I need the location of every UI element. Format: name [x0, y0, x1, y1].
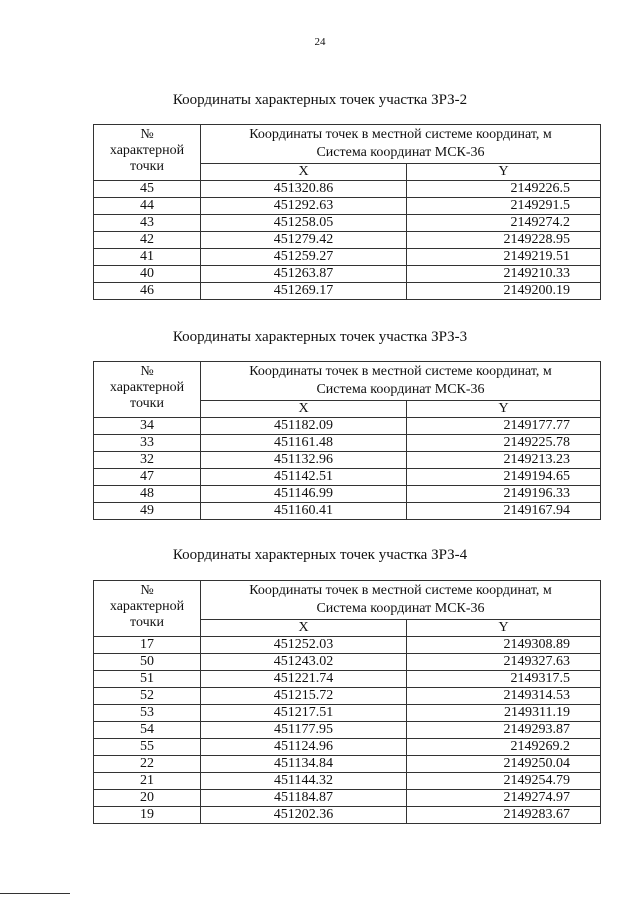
x-coordinate-cell: 451252.03 — [201, 637, 407, 654]
y-coordinate-cell: 2149254.79 — [407, 773, 601, 790]
y-column-header: Y — [407, 164, 601, 181]
y-coordinate-cell: 2149274.97 — [407, 790, 601, 807]
x-coordinate-cell: 451142.51 — [201, 469, 407, 486]
point-number-cell: 48 — [94, 486, 201, 503]
coordinate-system-header-line1: Координаты точек в местной системе координат, м — [249, 583, 552, 598]
coords-table-zrz-2 — [93, 124, 601, 300]
table-body — [94, 637, 601, 824]
x-column-header: X — [201, 401, 407, 418]
y-coordinate-cell: 2149213.23 — [407, 452, 601, 469]
table-row — [94, 486, 601, 503]
x-coordinate-cell: 451259.27 — [201, 249, 407, 266]
x-coordinate-cell: 451184.87 — [201, 790, 407, 807]
y-coordinate-cell: 2149250.04 — [407, 756, 601, 773]
coordinate-system-header-line1: Координаты точек в местной системе координат, м — [249, 364, 552, 379]
table-row — [94, 469, 601, 486]
x-coordinate-cell: 451177.95 — [201, 722, 407, 739]
table-row — [94, 773, 601, 790]
y-coordinate-cell: 2149283.67 — [407, 807, 601, 824]
y-coordinate-cell: 2149194.65 — [407, 469, 601, 486]
coordinate-system-header-line2: Система координат МСК-36 — [316, 382, 485, 397]
x-coordinate-cell: 451215.72 — [201, 688, 407, 705]
x-coordinate-cell: 451258.05 — [201, 215, 407, 232]
x-coordinate-cell: 451161.48 — [201, 435, 407, 452]
y-column-header: Y — [407, 401, 601, 418]
coords-table-zrz-3 — [93, 361, 601, 520]
table-row — [94, 688, 601, 705]
table-row — [94, 637, 601, 654]
table-row — [94, 756, 601, 773]
y-coordinate-cell: 2149219.51 — [407, 249, 601, 266]
point-number-header — [94, 362, 201, 418]
y-coordinate-cell: 2149308.89 — [407, 637, 601, 654]
table-row — [94, 249, 601, 266]
point-number-header — [94, 125, 201, 181]
table-row — [94, 418, 601, 435]
point-number-cell: 51 — [94, 671, 201, 688]
point-number-header-line1: № — [140, 364, 154, 379]
table-caption-zrz-3: Координаты характерных точек участка ЗРЗ-3 — [172, 329, 468, 345]
x-coordinate-cell: 451160.41 — [201, 503, 407, 520]
coordinate-system-header-line2: Система координат МСК-36 — [316, 601, 485, 616]
x-coordinate-cell: 451221.74 — [201, 671, 407, 688]
table-caption-zrz-4: Координаты характерных точек участка ЗРЗ-4 — [172, 547, 468, 563]
x-coordinate-cell: 451217.51 — [201, 705, 407, 722]
y-coordinate-cell: 2149311.19 — [407, 705, 601, 722]
point-number-cell: 49 — [94, 503, 201, 520]
x-column-header: X — [201, 164, 407, 181]
point-number-cell: 44 — [94, 198, 201, 215]
y-coordinate-cell: 2149210.33 — [407, 266, 601, 283]
y-coordinate-cell: 2149317.5 — [407, 671, 601, 688]
y-coordinate-cell: 2149228.95 — [407, 232, 601, 249]
point-number-cell: 52 — [94, 688, 201, 705]
table-row — [94, 807, 601, 824]
point-number-cell: 33 — [94, 435, 201, 452]
table-row — [94, 739, 601, 756]
table-row — [94, 452, 601, 469]
coords-table-zrz-4 — [93, 580, 601, 824]
page-number: 24 — [314, 36, 326, 48]
table-body — [94, 418, 601, 520]
point-number-cell: 20 — [94, 790, 201, 807]
point-number-cell: 45 — [94, 181, 201, 198]
point-number-cell: 46 — [94, 283, 201, 300]
point-number-cell: 47 — [94, 469, 201, 486]
point-number-header-line2: характерной — [109, 599, 185, 614]
y-coordinate-cell: 2149269.2 — [407, 739, 601, 756]
point-number-cell: 34 — [94, 418, 201, 435]
table-row — [94, 671, 601, 688]
y-coordinate-cell: 2149291.5 — [407, 198, 601, 215]
table-row — [94, 215, 601, 232]
coordinate-system-header — [201, 581, 601, 620]
y-coordinate-cell: 2149226.5 — [407, 181, 601, 198]
point-number-cell: 32 — [94, 452, 201, 469]
x-coordinate-cell: 451269.17 — [201, 283, 407, 300]
point-number-cell: 53 — [94, 705, 201, 722]
y-coordinate-cell: 2149327.63 — [407, 654, 601, 671]
y-coordinate-cell: 2149196.33 — [407, 486, 601, 503]
point-number-cell: 17 — [94, 637, 201, 654]
y-coordinate-cell: 2149314.53 — [407, 688, 601, 705]
table-row — [94, 722, 601, 739]
table-row — [94, 283, 601, 300]
point-number-cell: 19 — [94, 807, 201, 824]
table-row — [94, 435, 601, 452]
y-coordinate-cell: 2149274.2 — [407, 215, 601, 232]
x-coordinate-cell: 451263.87 — [201, 266, 407, 283]
point-number-cell: 55 — [94, 739, 201, 756]
table-body — [94, 181, 601, 300]
table-row — [94, 232, 601, 249]
coordinate-system-header-line2: Система координат МСК-36 — [316, 145, 485, 160]
point-number-header-line3: точки — [130, 396, 164, 411]
table-row — [94, 198, 601, 215]
point-number-header-line1: № — [140, 583, 154, 598]
x-coordinate-cell: 451202.36 — [201, 807, 407, 824]
x-coordinate-cell: 451146.99 — [201, 486, 407, 503]
table-row — [94, 654, 601, 671]
y-coordinate-cell: 2149225.78 — [407, 435, 601, 452]
x-column-header: X — [201, 620, 407, 637]
point-number-cell: 50 — [94, 654, 201, 671]
coordinate-system-header-line1: Координаты точек в местной системе координат, м — [249, 127, 552, 142]
point-number-header-line3: точки — [130, 615, 164, 630]
point-number-header-line2: характерной — [109, 380, 185, 395]
point-number-header-line3: точки — [130, 159, 164, 174]
table-row — [94, 503, 601, 520]
point-number-header-line1: № — [140, 127, 154, 142]
footnote-divider — [0, 893, 70, 894]
y-coordinate-cell: 2149167.94 — [407, 503, 601, 520]
table-row — [94, 181, 601, 198]
point-number-cell: 43 — [94, 215, 201, 232]
coordinate-system-header — [201, 362, 601, 401]
y-coordinate-cell: 2149200.19 — [407, 283, 601, 300]
x-coordinate-cell: 451320.86 — [201, 181, 407, 198]
table-row — [94, 266, 601, 283]
coordinate-system-header — [201, 125, 601, 164]
y-coordinate-cell: 2149177.77 — [407, 418, 601, 435]
point-number-cell: 42 — [94, 232, 201, 249]
x-coordinate-cell: 451124.96 — [201, 739, 407, 756]
x-coordinate-cell: 451292.63 — [201, 198, 407, 215]
x-coordinate-cell: 451243.02 — [201, 654, 407, 671]
point-number-cell: 41 — [94, 249, 201, 266]
point-number-cell: 40 — [94, 266, 201, 283]
x-coordinate-cell: 451144.32 — [201, 773, 407, 790]
x-coordinate-cell: 451132.96 — [201, 452, 407, 469]
point-number-cell: 22 — [94, 756, 201, 773]
y-coordinate-cell: 2149293.87 — [407, 722, 601, 739]
table-row — [94, 790, 601, 807]
point-number-cell: 54 — [94, 722, 201, 739]
table-caption-zrz-2: Координаты характерных точек участка ЗРЗ-2 — [172, 92, 468, 108]
point-number-header — [94, 581, 201, 637]
point-number-header-line2: характерной — [109, 143, 185, 158]
point-number-cell: 21 — [94, 773, 201, 790]
y-column-header: Y — [407, 620, 601, 637]
x-coordinate-cell: 451134.84 — [201, 756, 407, 773]
x-coordinate-cell: 451182.09 — [201, 418, 407, 435]
x-coordinate-cell: 451279.42 — [201, 232, 407, 249]
table-row — [94, 705, 601, 722]
